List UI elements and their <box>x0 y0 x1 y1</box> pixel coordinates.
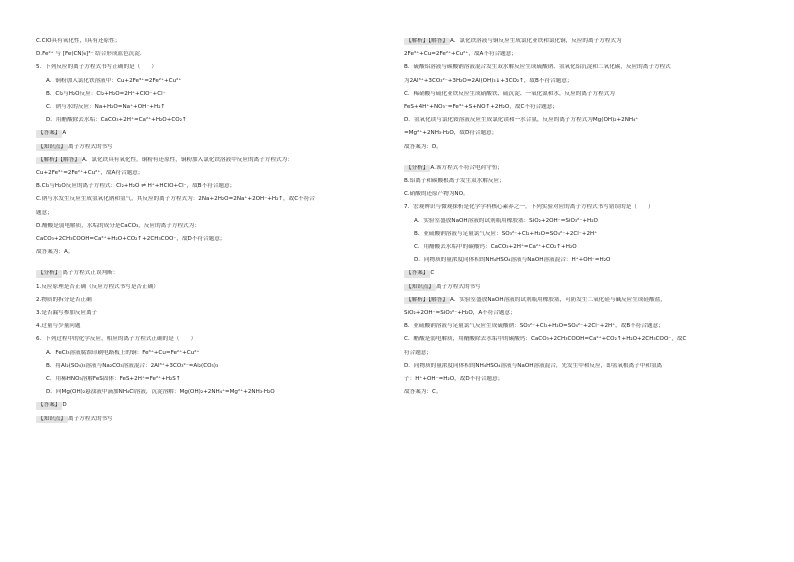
line-text: D．氢氧化镁与氯化铵溶液反应生成氯化镁和一水合氨，反应的离子方程式为Mg(OH)₂+2NH₄⁺ <box>404 117 639 124</box>
text-line <box>36 236 382 243</box>
line-text: 故答案为：C。 <box>404 389 442 396</box>
line-text: 7．宏观辨识与微观探析是化学学科核心素养之一。下列实验对应的离子方程式书写错误的是（ ） <box>404 204 654 211</box>
text-line <box>36 323 382 330</box>
line-text: 故答案为：A。 <box>36 249 74 256</box>
line-text: C.ClO具有氧化性，I具有还原性； <box>36 38 121 44</box>
line-text: 故答案为：D。 <box>404 143 442 150</box>
text-line <box>36 157 382 164</box>
line-text: D．用醋酸除去水垢：CaCO₃+2H⁺=Ca²⁺+H₂O+CO₂↑ <box>46 117 187 124</box>
text-line <box>404 376 750 383</box>
text-line <box>404 218 750 225</box>
text-line <box>36 104 382 111</box>
line-text: A．实验室盛放NaOH溶液的试剂瓶用橡胶塞，可防发生二氧化硅与碱反应生成硅酸盐， <box>449 296 666 303</box>
text-line <box>404 363 750 370</box>
line-text: FeS+4H⁺+NO₃⁻=Fe³⁺+S+NO↑+2H₂O，故C不符合题意； <box>404 104 558 111</box>
text-line <box>404 178 750 185</box>
text-line <box>36 51 382 58</box>
line-text: B．硫酸铝溶液与碳酸钠溶液混合发生双水解反应生成硫酸钠、氢氧化铝沉淀和二氧化碳，反应的离子方程式 <box>404 64 671 71</box>
text-line <box>404 231 750 238</box>
text-line <box>36 223 382 230</box>
line-text: 离子方程式的书写 <box>67 415 113 422</box>
line-text: B.铝离子和碳酸根离子发生双水解反应； <box>404 178 505 185</box>
line-text: D．同物质的量浓度同体积的NH₄HSO₄溶液与NaOH溶液混合：H⁺+OH⁻=H₂O <box>414 257 611 264</box>
line-text: 离子方程式正误判断： <box>62 270 119 277</box>
line-text: 4.过量与少量问题 <box>36 323 81 330</box>
line-text: A．实验室盛放NaOH溶液的试剂瓶用橡胶塞：SiO₂+2OH⁻=SiO₃²⁻+H₂O <box>414 217 598 224</box>
text-line <box>404 91 750 98</box>
line-text: C．用稀HNO₃溶解FeS固体：FeS+2H⁺=Fe²⁺+H₂S↑ <box>46 376 181 383</box>
line-text: A．FeCl₃溶液腐蚀印刷电路板上的铜：Fe³⁺+Cu=Fe²⁺+Cu²⁺ <box>46 349 200 356</box>
text-line <box>36 297 382 304</box>
line-text: D.醋酸是弱电解质，水垢的成分是CaCO₃，反应的离子方程式为： <box>36 222 200 229</box>
left-column <box>36 38 382 429</box>
line-text: 子：H⁺+OH⁻=H₂O，故D不符合题意； <box>404 376 504 383</box>
right-column <box>404 38 750 402</box>
line-text: 1.反应原理是否正确（反应方程式书写是否正确） <box>36 283 159 290</box>
line-text: A．氯化铁溶液与铜反应生成氯化亚铁和氯化铜，反应的离子方程式为 <box>449 38 622 44</box>
text-line <box>36 38 382 45</box>
text-line <box>36 336 382 343</box>
text-line <box>404 310 750 317</box>
section-tag: 【解析】【解答】 <box>406 296 448 303</box>
text-line <box>36 310 382 317</box>
line-text: A <box>62 130 67 137</box>
text-line <box>36 170 382 177</box>
text-line <box>36 416 382 423</box>
text-line <box>404 38 750 45</box>
text-line <box>36 350 382 357</box>
line-text: C <box>430 270 435 277</box>
section-tag: 【分析】 <box>38 270 61 277</box>
line-text: Cu+2Fe³⁺=2Fe²⁺+Cu²⁺，故A符合题意； <box>36 170 144 177</box>
section-tag: 【知识点】 <box>38 415 66 422</box>
line-text: 题意； <box>36 209 53 216</box>
line-text: 离子方程式的书写 <box>435 283 481 290</box>
text-line <box>36 117 382 124</box>
text-line <box>404 323 750 330</box>
text-line <box>404 78 750 85</box>
line-text: A．氯化铁具有氧化性，铜粉有还原性，铜粉加入氯化铁溶液中反应的离子方程式为： <box>81 156 293 163</box>
text-line <box>36 402 382 409</box>
line-text: 符合题意； <box>404 349 432 356</box>
text-line <box>36 196 382 203</box>
line-text: SiO₂+2OH⁻=SiO₃²⁻+H₂O，A不符合题意； <box>404 310 516 317</box>
text-line <box>36 130 382 137</box>
text-line <box>404 244 750 251</box>
text-line <box>404 64 750 71</box>
text-line <box>36 270 382 277</box>
text-line <box>36 249 382 256</box>
section-tag: 【知识点】 <box>406 283 434 290</box>
line-text: B．将Al₂(SO₄)₃溶液与Na₂CO₃溶液混合：2Al³⁺+3CO₃²⁻=Al₂(CO₃)₃ <box>46 362 219 369</box>
text-line <box>404 117 750 124</box>
line-text: D．向Mg(OH)₂悬浊液中滴加NH₄Cl溶液，沉淀溶解：Mg(OH)₂+2NH₄⁺=Mg²⁺+2NH₃·H₂O <box>46 389 275 396</box>
text-line <box>404 257 750 264</box>
line-text: =Mg²⁺+2NH₃·H₂O，故D符合题意； <box>404 130 498 137</box>
line-text: C.硝酸的还原产物为NO。 <box>404 191 469 198</box>
text-line <box>404 191 750 198</box>
text-line <box>36 78 382 85</box>
line-text: 为2Al³⁺+3CO₃²⁻+3H₂O=2Al(OH)₃↓+3CO₂↑，故B不符合题意； <box>404 77 573 84</box>
text-line <box>36 210 382 217</box>
section-tag: 【答案】 <box>38 402 61 409</box>
text-line <box>404 51 750 58</box>
text-line <box>404 297 750 304</box>
text-line <box>404 130 750 137</box>
paragraph-gap <box>36 262 382 270</box>
line-text: B．亚硫酸钠溶液与足量氯气反应：SO₃²⁻+Cl₂+H₂O=SO₄²⁻+2Cl⁻+2H⁺ <box>414 230 598 237</box>
line-text: 5．下列反应的离子方程式书写正确的是（ ） <box>36 64 158 71</box>
line-text: D <box>62 402 67 409</box>
text-line <box>404 284 750 291</box>
line-text: 离子方程式的书写 <box>67 143 113 150</box>
line-text: D．同物质的量浓度同体积的NH₄HSO₄溶液与NaOH溶液混合，先发生中和反应，即氢氧根离子中和氢离 <box>404 362 663 369</box>
section-tag: 【分析】 <box>406 164 429 171</box>
line-text: C．醋酸是弱电解质，用醋酸除去水垢中的碳酸钙：CaCO₃+2CH₃COOH=Ca²⁺+CO₂↑+H₂O+2CH₃COO⁻，故C <box>404 336 687 343</box>
text-line <box>404 104 750 111</box>
text-line <box>404 389 750 396</box>
section-tag: 【解析】【解答】 <box>406 38 448 44</box>
line-text: 6．下列过程中的化学反应，相应的离子方程式正确的是（ ） <box>36 336 197 343</box>
line-text: D.Fe²⁺ 与 [Fe(CN)₆]³⁻ 结合形成蓝色沉淀． <box>36 51 146 58</box>
text-line <box>404 165 750 172</box>
text-line <box>36 183 382 190</box>
line-text: B．Cl₂与H₂O反应：Cl₂+H₂O=2H⁺+ClO⁻+Cl⁻ <box>46 90 166 97</box>
line-text: B．亚硫酸钠溶液与足量氯气反应生成硫酸钠：SO₃²⁻+Cl₂+H₂O=SO₄²⁻+2Cl⁻+2H⁺，故B不符合题意； <box>404 323 664 330</box>
line-text: B.Cl₂与H₂O反应的离子方程式：Cl₂+H₂O ⇌ H⁺+HClO+Cl⁻，故B不符合题意； <box>36 183 236 190</box>
text-line <box>36 376 382 383</box>
line-text: C.钠与水发生反应生成氢氧化钠和氢气，其反应的离子方程式为：2Na+2H₂O=2Na⁺+2OH⁻+H₂↑，故C不符合 <box>36 196 315 203</box>
text-line <box>36 284 382 291</box>
section-tag: 【答案】 <box>406 270 429 277</box>
line-text: A.该方程式不符合电荷守恒； <box>430 164 504 171</box>
text-line <box>404 144 750 151</box>
line-text: CaCO₃+2CH₃COOH=Ca²⁺+H₂O+CO₂↑+2CH₃COO⁻，故D不符合题意； <box>36 236 226 243</box>
text-line <box>36 363 382 370</box>
text-line <box>36 389 382 396</box>
text-line <box>404 350 750 357</box>
text-line <box>404 204 750 211</box>
line-text: A．铜粉加入氯化铁溶液中：Cu+2Fe³⁺=2Fe²⁺+Cu²⁺ <box>46 77 182 84</box>
paragraph-gap <box>404 157 750 165</box>
line-text: 2Fe³⁺+Cu=2Fe²⁺+Cu²⁺，故A不符合题意； <box>404 51 517 58</box>
text-line <box>36 144 382 151</box>
text-line <box>36 91 382 98</box>
text-line <box>404 270 750 277</box>
section-tag: 【答案】 <box>38 130 61 137</box>
line-text: C．稀硝酸与硫化亚铁反应生成硝酸铁、硫沉淀、一氧化氮和水，反应的离子方程式为 <box>404 90 615 97</box>
line-text: C．用醋酸去水垢中的碳酸钙：CaCO₃+2H⁺=Ca²⁺+CO₂↑+H₂O <box>414 244 577 251</box>
text-line <box>36 64 382 71</box>
line-text: 3.是否漏写参加反应离子 <box>36 310 98 317</box>
line-text: 2.物质的拆分是否正确 <box>36 296 92 303</box>
section-tag: 【解析】【解答】 <box>38 156 80 163</box>
section-tag: 【知识点】 <box>38 143 66 150</box>
line-text: C．钠与水的反应：Na+H₂O=Na⁺+OH⁻+H₂↑ <box>46 104 166 111</box>
text-line <box>404 336 750 343</box>
